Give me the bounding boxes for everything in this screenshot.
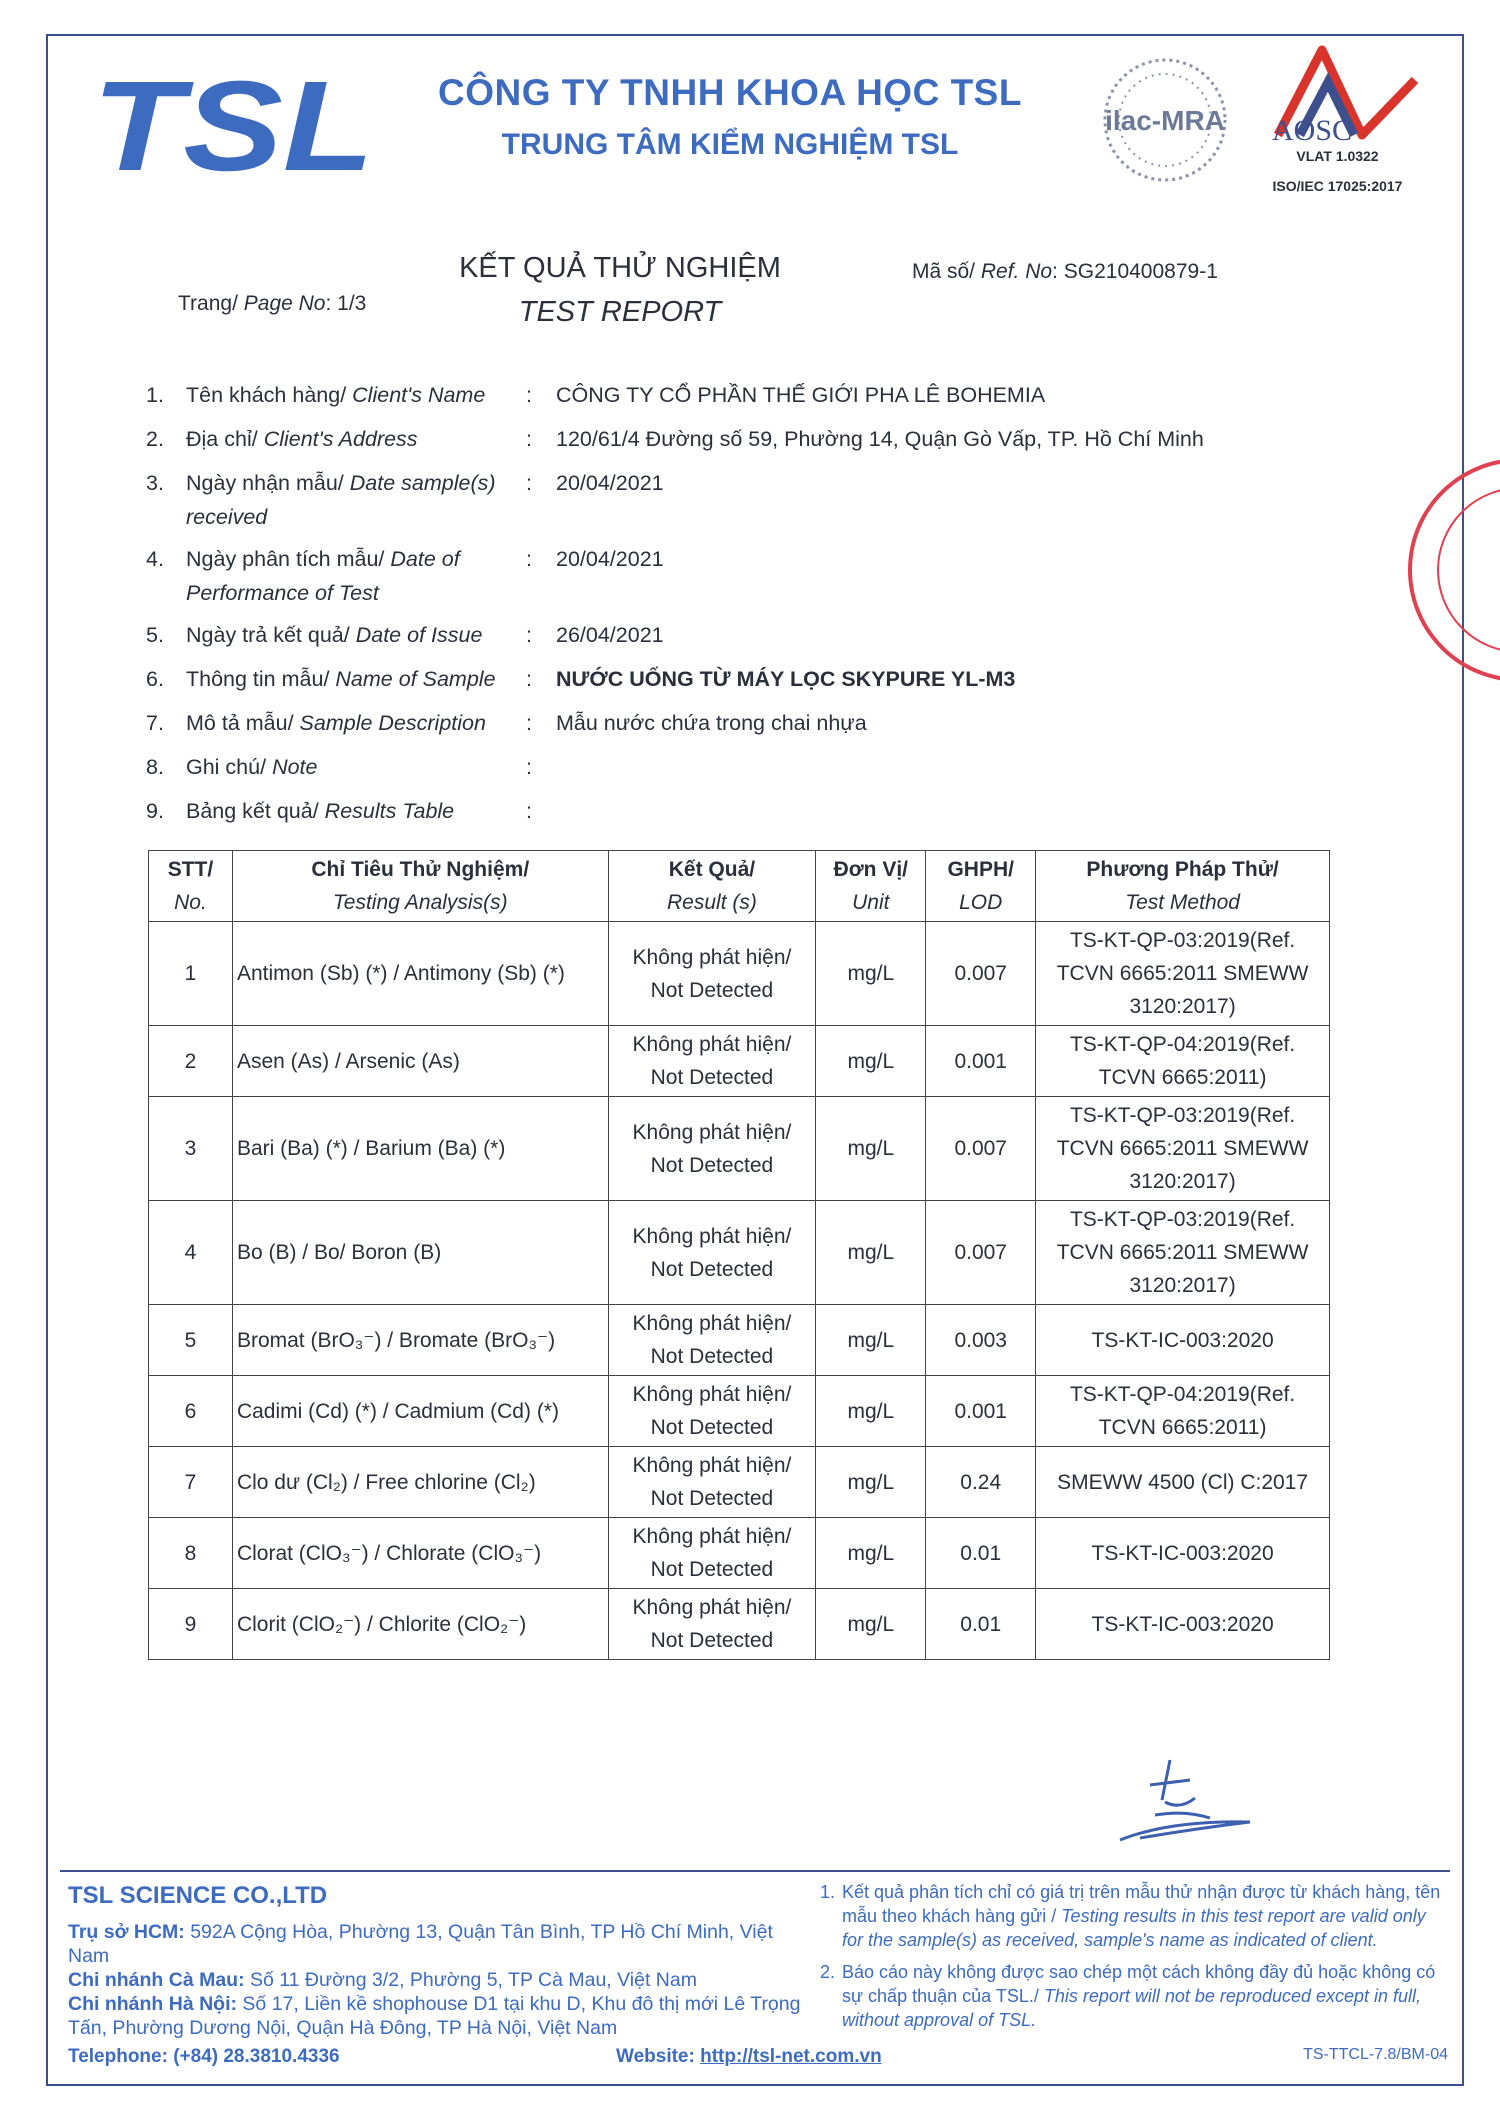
- method-line: TCVN 6665:2011 SMEWW: [1056, 1241, 1309, 1264]
- result-en: Not Detected: [650, 1066, 774, 1089]
- cell-lod: 0.007: [926, 1201, 1036, 1305]
- method-line: 3120:2017): [1129, 1170, 1236, 1193]
- cell-analysis: Cadimi (Cd) (*) / Cadmium (Cd) (*): [232, 1376, 608, 1447]
- header-analysis: Chỉ Tiêu Thử Nghiệm/ Testing Analysis(s): [232, 851, 608, 922]
- footer-camau: Chi nhánh Cà Mau: Số 11 Đường 3/2, Phường 5, TP Cà Mau, Việt Nam: [68, 1969, 697, 1991]
- cell-lod: 0.01: [926, 1589, 1036, 1660]
- cell-method: [1036, 1447, 1330, 1518]
- cell-lod: 0.001: [926, 1026, 1036, 1097]
- info-row-client-name: 1. Tên khách hàng/ Client's Name : CÔNG TY CỔ PHẦN THẾ GIỚI PHA LÊ BOHEMIA: [146, 383, 1046, 407]
- cell-unit: mg/L: [816, 1305, 926, 1376]
- cell-no: 8: [149, 1518, 233, 1589]
- table-row: [149, 922, 1330, 1026]
- footer-hcm: Trụ sở HCM: 592A Cộng Hòa, Phường 13, Quận Tân Bình, TP Hồ Chí Minh, Việt Nam: [68, 1921, 773, 1967]
- cell-lod: 0.007: [926, 922, 1036, 1026]
- cell-no: 6: [149, 1376, 233, 1447]
- table-row: [149, 1447, 1330, 1518]
- method-line: 3120:2017): [1129, 995, 1236, 1018]
- footer-telephone: Telephone: (+84) 28.3810.4336: [68, 2046, 340, 2067]
- table-header-row: [149, 851, 1330, 922]
- company-name: CÔNG TY TNHH KHOA HỌC TSL: [438, 72, 1022, 113]
- cell-result: [608, 1518, 816, 1589]
- tsl-logo: [90, 62, 380, 182]
- cell-result: [608, 1201, 816, 1305]
- cell-no: 9: [149, 1589, 233, 1660]
- footer-website[interactable]: Website: http://tsl-net.com.vn: [616, 2046, 882, 2067]
- cell-method: [1036, 1097, 1330, 1201]
- table-row: [149, 1026, 1330, 1097]
- cell-unit: mg/L: [816, 1376, 926, 1447]
- center-name: TRUNG TÂM KIỂM NGHIỆM TSL: [501, 128, 959, 161]
- method-line: TS-KT-QP-03:2019(Ref.: [1069, 1208, 1296, 1231]
- cell-result: [608, 1026, 816, 1097]
- footer-note-1: 1. Kết quả phân tích chỉ có giá trị trên mẫu thử nhận được từ khách hàng, tên mẫu theo khách hàng gửi / Testing results in this test report are valid only for the sample(s) as received, sample's name as indicated of client.: [820, 1882, 1441, 1950]
- cell-analysis: Bo (B) / Bo/ Boron (B): [232, 1201, 608, 1305]
- cell-result: [608, 1376, 816, 1447]
- result-vi: Không phát hiện/: [632, 1454, 792, 1477]
- report-title-en: TEST REPORT: [518, 296, 722, 328]
- client-info-list: [146, 378, 1396, 838]
- method-line: TCVN 6665:2011): [1098, 1416, 1267, 1439]
- cell-analysis: Antimon (Sb) (*) / Antimony (Sb) (*): [232, 922, 608, 1026]
- info-row-client-address: 2. Địa chỉ/ Client's Address : 120/61/4 Đường số 59, Phường 14, Quận Gò Vấp, TP. Hồ Chí Minh: [146, 427, 1204, 451]
- cell-unit: mg/L: [816, 1026, 926, 1097]
- method-line: TS-KT-IC-003:2020: [1091, 1328, 1274, 1352]
- footer-divider: [60, 1870, 1450, 1872]
- info-row-results-table: 9. Bảng kết quả/ Results Table :: [146, 799, 532, 823]
- ilac-mra-logo: [1090, 50, 1240, 190]
- table-row: [149, 1201, 1330, 1305]
- cell-no: 1: [149, 922, 233, 1026]
- cell-result: [608, 1305, 816, 1376]
- reference-number: Mã số/ Ref. No: SG210400879-1: [912, 260, 1218, 283]
- page-number: Trang/ Page No: 1/3: [178, 292, 367, 315]
- result-en: Not Detected: [650, 1416, 774, 1439]
- header-lod: GHPH/ LOD: [926, 851, 1036, 922]
- aosc-text: AOSC: [1271, 114, 1353, 147]
- cell-method: [1036, 1305, 1330, 1376]
- cell-unit: mg/L: [816, 1518, 926, 1589]
- info-row-date-performance: 4. Ngày phân tích mẫu/ Date of Performance of Test : 20/04/2021: [146, 547, 664, 605]
- cell-analysis: Clorit (ClO₂⁻) / Chlorite (ClO₂⁻): [232, 1589, 608, 1660]
- cell-lod: 0.01: [926, 1518, 1036, 1589]
- cell-lod: 0.003: [926, 1305, 1036, 1376]
- result-vi: Không phát hiện/: [632, 1033, 792, 1056]
- result-vi: Không phát hiện/: [632, 1596, 792, 1619]
- footer-note-2: 2. Báo cáo này không được sao chép một cách không đầy đủ hoặc không có sự chấp thuận của TSL./ This report will not be reproduced except in full, without approval of TSL.: [820, 1962, 1436, 2030]
- ilac-text: ilac-MRA: [1105, 105, 1225, 136]
- method-line: 3120:2017): [1129, 1274, 1236, 1297]
- result-vi: Không phát hiện/: [632, 1120, 792, 1144]
- method-line: TS-KT-QP-04:2019(Ref.: [1069, 1383, 1296, 1406]
- info-row-sample-name: 6. Thông tin mẫu/ Name of Sample : NƯỚC UỐNG TỪ MÁY LỌC SKYPURE YL-M3: [146, 667, 1016, 691]
- cell-method: [1036, 1518, 1330, 1589]
- vlat-code: VLAT 1.0322: [1296, 148, 1379, 164]
- cell-no: 4: [149, 1201, 233, 1305]
- cell-no: 2: [149, 1026, 233, 1097]
- cell-no: 5: [149, 1305, 233, 1376]
- cell-method: [1036, 1376, 1330, 1447]
- cell-unit: mg/L: [816, 1097, 926, 1201]
- table-row: [149, 1518, 1330, 1589]
- result-en: Not Detected: [650, 1629, 774, 1652]
- report-title-vi: KẾT QUẢ THỬ NGHIỆM: [459, 252, 781, 284]
- info-row-date-issue: 5. Ngày trả kết quả/ Date of Issue : 26/04/2021: [146, 623, 664, 647]
- cell-lod: 0.001: [926, 1376, 1036, 1447]
- logo-text: TSL: [92, 62, 374, 182]
- cell-unit: mg/L: [816, 1589, 926, 1660]
- cell-method: [1036, 1201, 1330, 1305]
- red-stamp: [1400, 440, 1500, 700]
- iso-standard: ISO/IEC 17025:2017: [1272, 178, 1403, 194]
- method-line: TS-KT-IC-003:2020: [1091, 1612, 1274, 1636]
- cell-result: [608, 922, 816, 1026]
- method-line: TCVN 6665:2011 SMEWW: [1056, 1137, 1309, 1160]
- signature: [1110, 1740, 1260, 1850]
- header-method: Phương Pháp Thử/ Test Method: [1036, 851, 1330, 922]
- table-row: [149, 1305, 1330, 1376]
- method-line: TS-KT-QP-04:2019(Ref.: [1069, 1033, 1296, 1056]
- cell-analysis: Asen (As) / Arsenic (As): [232, 1026, 608, 1097]
- aosc-logo: [1250, 40, 1425, 200]
- footer-addresses: [68, 1920, 808, 2040]
- footer-form-code: TS-TTCL-7.8/BM-04: [1303, 2046, 1448, 2063]
- info-row-date-received: 3. Ngày nhận mẫu/ Date sample(s) received : 20/04/2021: [146, 471, 664, 529]
- info-row-note: 8. Ghi chú/ Note :: [146, 755, 532, 779]
- cell-result: [608, 1447, 816, 1518]
- method-line: SMEWW 4500 (Cl) C:2017: [1057, 1470, 1309, 1494]
- header-unit: Đơn Vị/ Unit: [816, 851, 926, 922]
- table-row: [149, 1097, 1330, 1201]
- cell-method: [1036, 1026, 1330, 1097]
- method-line: TCVN 6665:2011): [1098, 1066, 1267, 1089]
- result-vi: Không phát hiện/: [632, 1525, 792, 1548]
- cell-analysis: Clo dư (Cl₂) / Free chlorine (Cl₂): [232, 1447, 608, 1518]
- cell-method: [1036, 1589, 1330, 1660]
- method-line: TCVN 6665:2011 SMEWW: [1056, 962, 1309, 985]
- method-line: TS-KT-IC-003:2020: [1091, 1541, 1274, 1565]
- result-vi: Không phát hiện/: [632, 1312, 792, 1335]
- footer-company: TSL SCIENCE CO.,LTD: [68, 1882, 328, 1909]
- result-en: Not Detected: [650, 978, 774, 1002]
- result-en: Not Detected: [650, 1558, 774, 1581]
- result-en: Not Detected: [650, 1153, 774, 1177]
- cell-result: [608, 1097, 816, 1201]
- cell-unit: mg/L: [816, 1201, 926, 1305]
- cell-unit: mg/L: [816, 922, 926, 1026]
- method-line: TS-KT-QP-03:2019(Ref.: [1069, 1104, 1296, 1127]
- header-result: Kết Quả/ Result (s): [608, 851, 816, 922]
- table-row: [149, 1376, 1330, 1447]
- result-en: Not Detected: [650, 1257, 774, 1281]
- cell-lod: 0.24: [926, 1447, 1036, 1518]
- cell-unit: mg/L: [816, 1447, 926, 1518]
- cell-result: [608, 1589, 816, 1660]
- cell-analysis: Clorat (ClO₃⁻) / Chlorate (ClO₃⁻): [232, 1518, 608, 1589]
- cell-analysis: Bari (Ba) (*) / Barium (Ba) (*): [232, 1097, 608, 1201]
- result-vi: Không phát hiện/: [632, 1383, 792, 1406]
- result-vi: Không phát hiện/: [632, 945, 792, 969]
- cell-method: [1036, 922, 1330, 1026]
- cell-analysis: Bromat (BrO₃⁻) / Bromate (BrO₃⁻): [232, 1305, 608, 1376]
- cell-no: 3: [149, 1097, 233, 1201]
- results-table: [148, 850, 1330, 1660]
- method-line: TS-KT-QP-03:2019(Ref.: [1069, 929, 1296, 952]
- header-no: STT/ No.: [149, 851, 233, 922]
- result-en: Not Detected: [650, 1345, 774, 1368]
- cell-lod: 0.007: [926, 1097, 1036, 1201]
- cell-no: 7: [149, 1447, 233, 1518]
- footer-hanoi: Chi nhánh Hà Nội: Số 17, Liền kề shophouse D1 tại khu D, Khu đô thị mới Lê Trọng Tấn, Phường Dương Nội, Quận Hà Đông, TP Hà Nội, Việt Nam: [68, 1993, 801, 2039]
- info-row-sample-description: 7. Mô tả mẫu/ Sample Description : Mẫu nước chứa trong chai nhựa: [146, 711, 867, 735]
- result-en: Not Detected: [650, 1487, 774, 1510]
- result-vi: Không phát hiện/: [632, 1224, 792, 1248]
- table-row: [149, 1589, 1330, 1660]
- footer-notes: [820, 1880, 1450, 2040]
